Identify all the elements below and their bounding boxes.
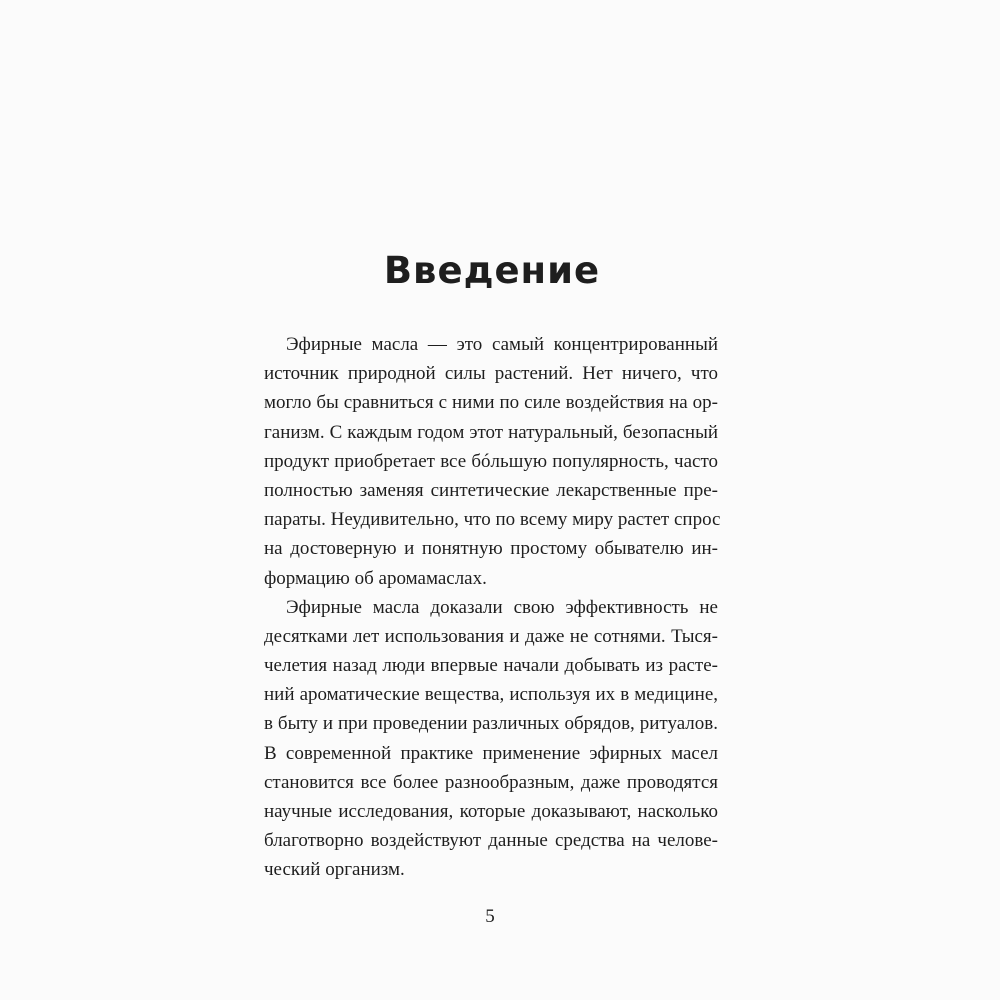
paragraph-1-line-4: ганизм. С каждым годом этот натуральный, безопасный bbox=[264, 421, 718, 443]
paragraph-2-line-3: челетия назад люди впервые начали добывать из расте- bbox=[264, 655, 718, 677]
paragraph-2-line-7: становится все более разнообразным, даже проводятся bbox=[264, 771, 718, 793]
paragraph-2-line-8: научные исследования, которые доказывают, насколько bbox=[264, 801, 718, 822]
paragraph-2-line-10: ческий организм. bbox=[264, 859, 405, 881]
paragraph-1-line-9: формацию об аромамаслах. bbox=[264, 567, 487, 589]
paragraph-1-line-8: на достоверную и понятную простому обывателю ин- bbox=[264, 538, 718, 560]
paragraph-2-line-4: ний ароматические вещества, используя их в медицине, bbox=[264, 684, 718, 706]
paragraph-2-line-1: Эфирные масла доказали свою эффективность не bbox=[286, 596, 718, 618]
paragraph-1-line-5: продукт приобретает все бóльшую популярность, часто bbox=[264, 450, 718, 472]
paragraph-2-line-5: в быту и при проведении различных обрядов, ритуалов. bbox=[264, 713, 718, 735]
paragraph-1-line-3: могло бы сравниться с ними по силе воздействия на ор- bbox=[264, 392, 718, 414]
paragraph-1-line-2: источник природной силы растений. Нет ничего, что bbox=[264, 363, 718, 385]
paragraph-1-line-1: Эфирные масла — это самый концентрированный bbox=[286, 334, 718, 355]
paragraph-1-line-7: параты. Неудивительно, что по всему миру растет спрос bbox=[264, 509, 721, 531]
paragraph-2-line-2: десятками лет использования и даже не сотнями. Тыся- bbox=[264, 625, 718, 647]
paragraph-2-line-6: В современной практике применение эфирных масел bbox=[264, 742, 718, 764]
chapter-title: Введение bbox=[383, 249, 601, 292]
paragraph-2-line-9: благотворно воздействуют данные средства на челове- bbox=[264, 830, 718, 852]
body-text bbox=[264, 330, 721, 885]
paragraph-1-line-6: полностью заменяя синтетические лекарственные пре- bbox=[264, 479, 718, 501]
page-number: 5 bbox=[485, 906, 495, 927]
